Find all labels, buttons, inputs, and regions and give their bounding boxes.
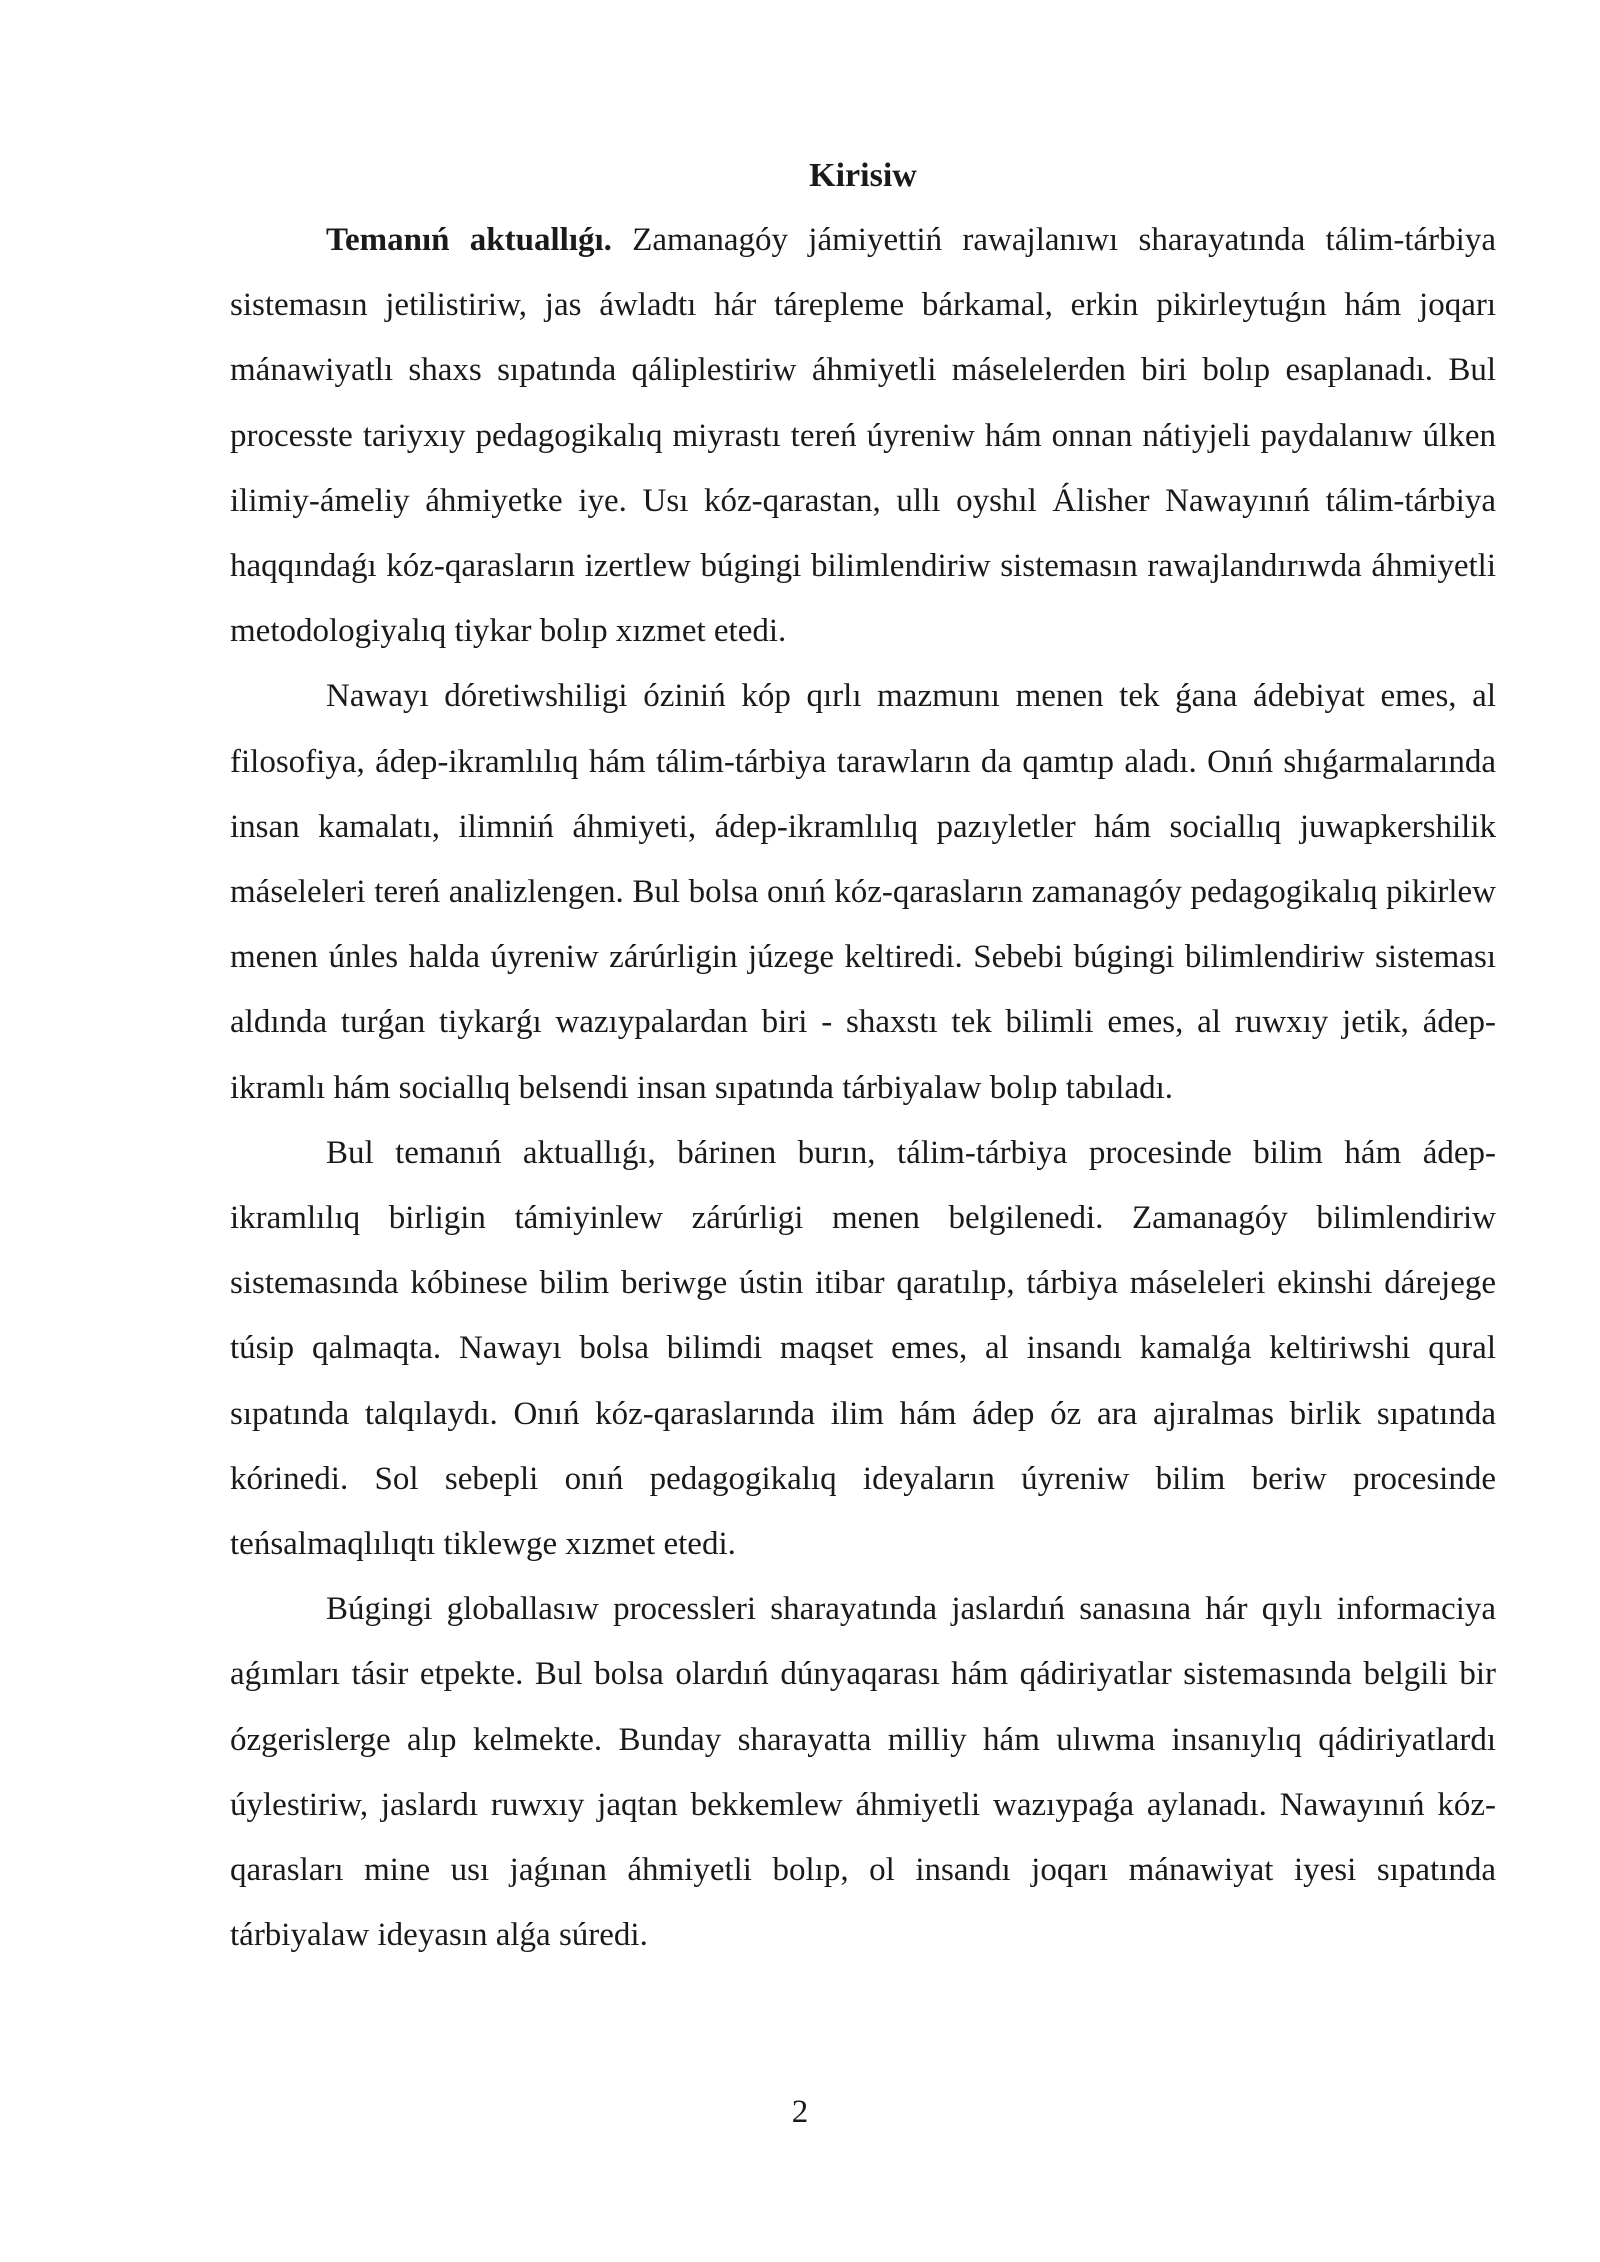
paragraph-text: Búgingi globallasıw processleri sharayatında jaslardıń sanasına hár qıylı informaciya aǵımları tásir etpekte. Bul bolsa olardıń dúnyaqarası hám qádiriyatlar sistemasında belgili bir ózgerislerge alıp kelmekte. Bunday sharayatta milliy hám ulıwma insanıylıq qádiriyatlardı úylestiriw, jaslardı ruwxıy jaqtan bekkemlew áhmiyetli wazıypaǵa aylanadı. Nawayınıń kóz-qarasları mine usı jaǵınan áhmiyetli bolıp, ol insandı joqarı mánawiyat iyesi sıpatında tárbiyalaw ideyasın alǵa súredi. <box>230 1591 1496 1954</box>
paragraph-text: Zamanagóy jámiyettiń rawajlanıwı sharayatında tálim-tárbiya sistemasın jetilistiriw, jas áwladtı hár tárepleme bárkamal, erkin pikirleytuǵın hám joqarı mánawiyatlı shaxs sıpatında qáliplestiriw áhmiyetli máselelerden biri bolıp esaplanadı. Bul processte tariyxıy pedagogikalıq miyrastı tereń úyreniw hám onnan nátiyjeli paydalanıw úlken ilimiy-ámeliy áhmiyetke iye. Usı kóz-qarastan, ullı oyshıl Álisher Nawayınıń tálim-tárbiya haqqındaǵı kóz-qarasların izertlew búgingi bilimlendiriw sistemasın rawajlandırıwda áhmiyetli metodologiyalıq tiykar bolıp xızmet etedi. <box>230 222 1496 650</box>
paragraph-lead-heading: Temanıń aktuallıǵı. <box>326 222 612 258</box>
paragraph-relevance <box>230 208 1496 664</box>
document-title: Kirisiw <box>809 157 917 194</box>
page-number: 2 <box>791 2094 809 2130</box>
paragraph-navoi-creativity <box>230 664 1496 1120</box>
paragraph-globalization <box>230 1577 1496 1968</box>
paragraph-topic-relevance <box>230 1121 1496 1577</box>
paragraph-text: Bul temanıń aktuallıǵı, bárinen burın, tálim-tárbiya procesinde bilim hám ádep-ikramlılıq birligin támiyinlew zárúrligi menen belgilenedi. Zamanagóy bilimlendiriw sistemasında kóbinese bilim beriwge ústin itibar qaratılıp, tárbiya máseleleri ekinshi dárejege túsip qalmaqta. Nawayı bolsa bilimdi maqset emes, al insandı kamalǵa keltiriwshi qural sıpatında talqılaydı. Onıń kóz-qaraslarında ilim hám ádep óz ara ajıralmas birlik sıpatında kórinedi. Sol sebepli onıń pedagogikalıq ideyaların úyreniw bilim beriw procesinde teńsalmaqlılıqtı tiklewge xızmet etedi. <box>230 1134 1496 1563</box>
paragraph-text: Nawayı dóretiwshiligi óziniń kóp qırlı mazmunı menen tek ǵana ádebiyat emes, al filosofiya, ádep-ikramlılıq hám tálim-tárbiya tarawların da qamtıp aladı. Onıń shıǵarmalarında insan kamalatı, ilimniń áhmiyeti, ádep-ikramlılıq pazıyletler hám sociallıq juwapkershilik máseleleri tereń analizlengen. Bul bolsa onıń kóz-qarasların zamanagóy pedagogikalıq pikirlew menen únles halda úyreniw zárúrligin júzege keltiredi. Sebebi búgingi bilimlendiriw sisteması aldında turǵan tiykarǵı wazıypalardan biri - shaxstı tek bilimli emes, al ruwxıy jetik, ádep-ikramlı hám sociallıq belsendi insan sıpatında tárbiyalaw bolıp tabıladı. <box>230 678 1496 1106</box>
document-page <box>230 150 1496 1968</box>
